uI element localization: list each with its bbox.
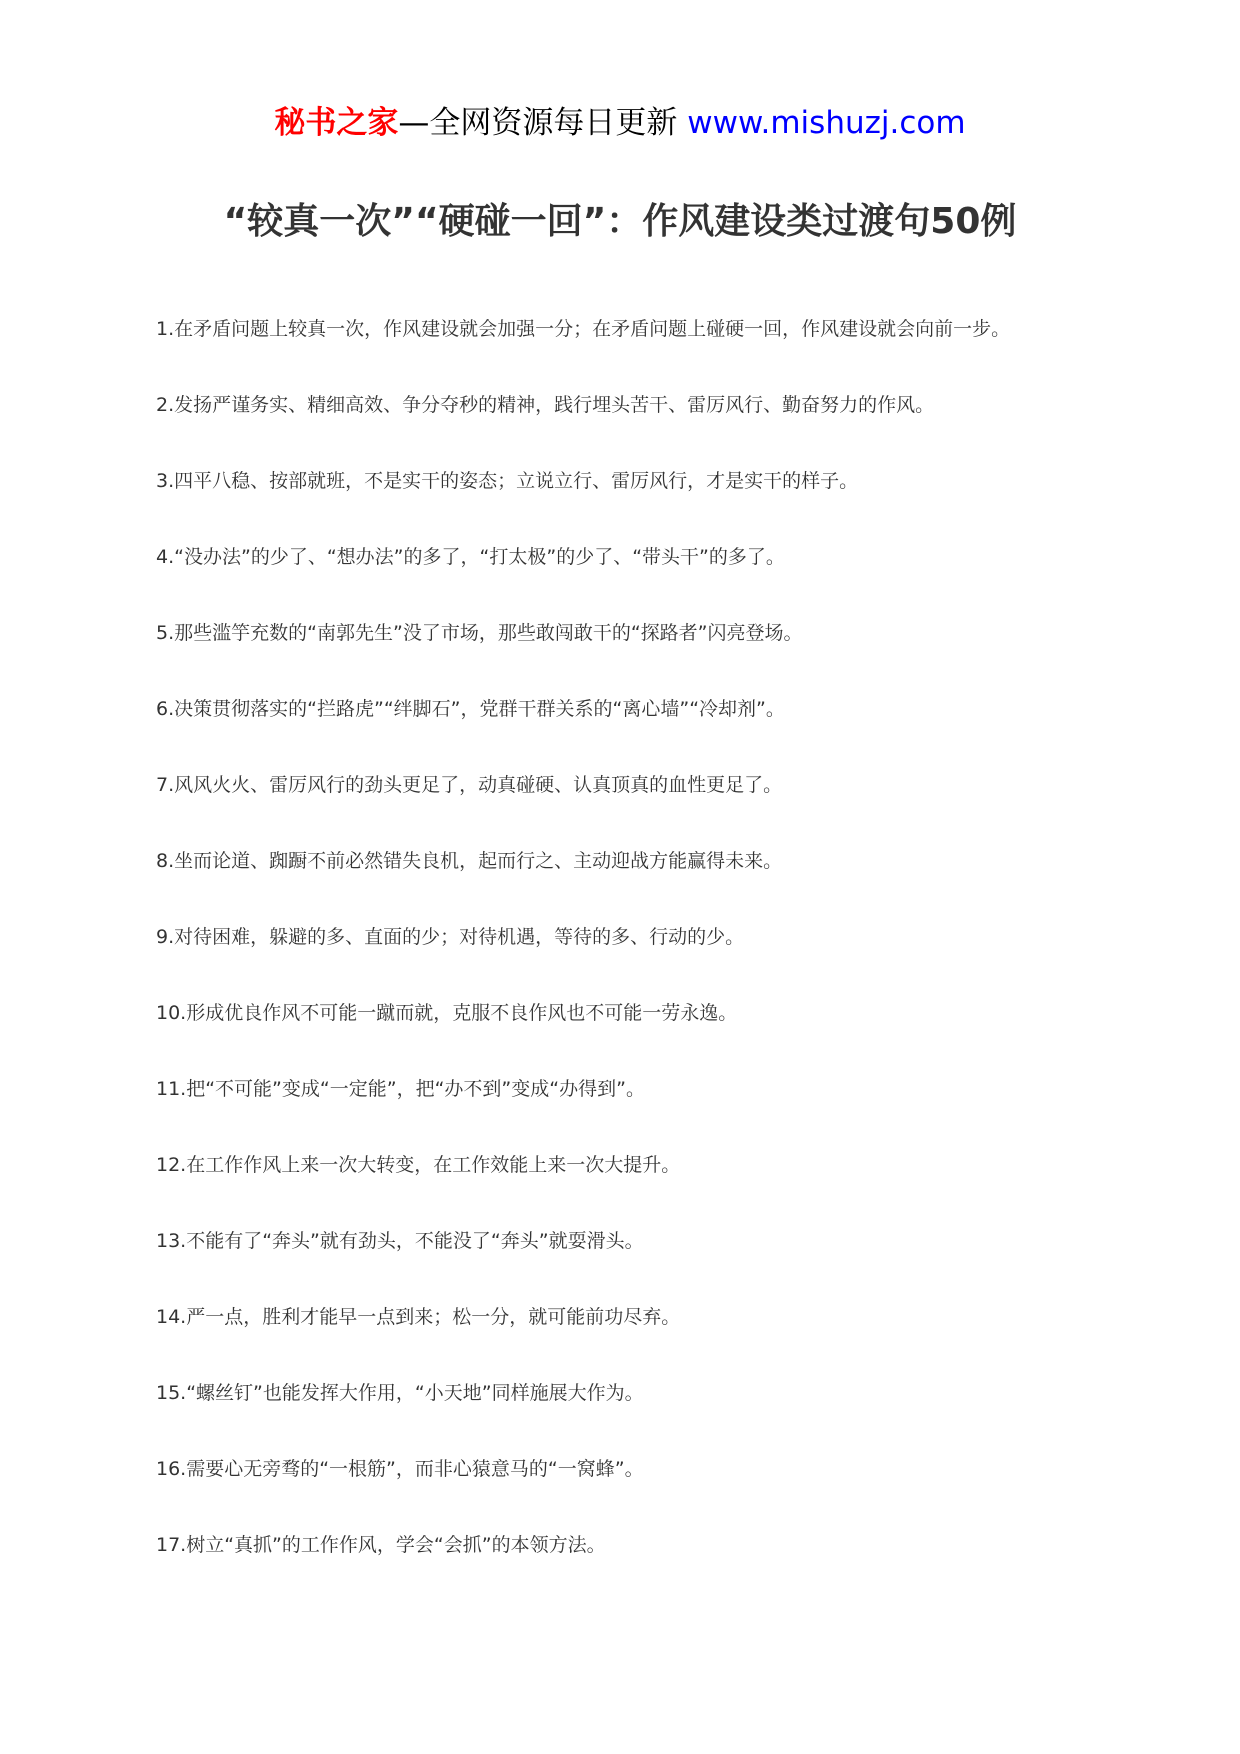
site-url-link[interactable]: www.mishuzj.com [687, 105, 966, 141]
list-item: 14.严一点，胜利才能早一点到来；松一分，就可能前功尽弃。 [156, 1306, 681, 1328]
list-item: 1.在矛盾问题上较真一次，作风建设就会加强一分；在矛盾问题上碰硬一回，作风建设就会向前一步。 [156, 318, 1011, 340]
list-item: 4.“没办法”的少了、“想办法”的多了，“打太极”的少了、“带头干”的多了。 [156, 546, 785, 568]
list-item: 8.坐而论道、踟蹰不前必然错失良机，起而行之、主动迎战方能赢得未来。 [156, 850, 783, 872]
list-item: 12.在工作作风上来一次大转变，在工作效能上来一次大提升。 [156, 1154, 681, 1176]
list-item: 16.需要心无旁骛的“一根筋”，而非心猿意马的“一窝蜂”。 [156, 1458, 644, 1480]
list-item: 10.形成优良作风不可能一蹴而就，克服不良作风也不可能一劳永逸。 [156, 1002, 738, 1024]
document-title: “较真一次”“硬碰一回”：作风建设类过渡句50例 [223, 201, 1017, 242]
list-item: 13.不能有了“奔头”就有劲头，不能没了“奔头”就耍滑头。 [156, 1230, 644, 1252]
list-item: 2.发扬严谨务实、精细高效、争分夺秒的精神，践行埋头苦干、雷厉风行、勤奋努力的作风。 [156, 394, 935, 416]
list-item: 9.对待困难，躲避的多、直面的少；对待机遇，等待的多、行动的少。 [156, 926, 745, 948]
list-item: 11.把“不可能”变成“一定能”，把“办不到”变成“办得到”。 [156, 1078, 645, 1100]
list-item: 6.决策贯彻落实的“拦路虎”“绊脚石”，党群干群关系的“离心墙”“冷却剂”。 [156, 698, 785, 720]
site-header [0, 100, 1240, 146]
list-item: 15.“螺丝钉”也能发挥大作用，“小天地”同样施展大作为。 [156, 1382, 644, 1404]
list-item: 7.风风火火、雷厉风行的劲头更足了，动真碰硬、认真顶真的血性更足了。 [156, 774, 783, 796]
list-item: 3.四平八稳、按部就班，不是实干的姿态；立说立行、雷厉风行，才是实干的样子。 [156, 470, 859, 492]
site-tagline: —全网资源每日更新 [398, 105, 688, 141]
list-item: 17.树立“真抓”的工作作风，学会“会抓”的本领方法。 [156, 1534, 606, 1556]
site-brand: 秘书之家 [274, 105, 399, 141]
sentence-list [156, 316, 1156, 1608]
list-item: 5.那些滥竽充数的“南郭先生”没了市场，那些敢闯敢干的“探路者”闪亮登场。 [156, 622, 803, 644]
